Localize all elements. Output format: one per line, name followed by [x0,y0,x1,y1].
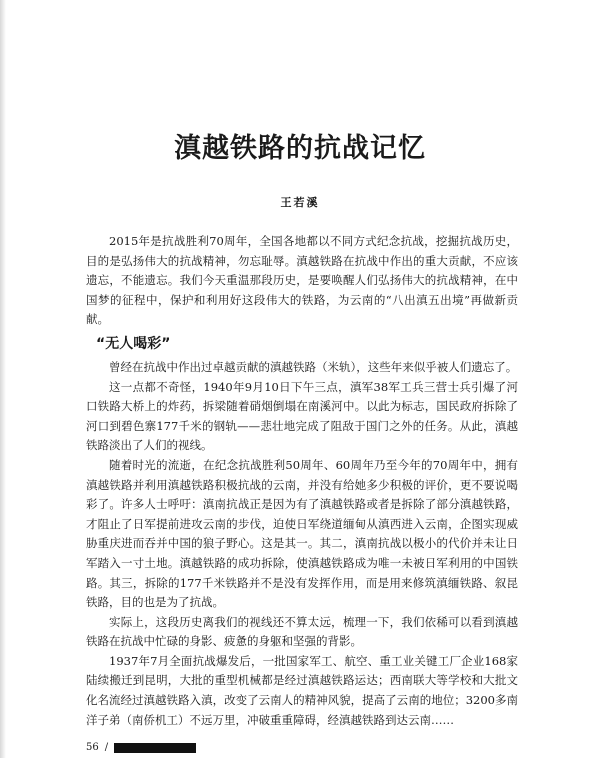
redacted-journal-name [114,743,196,753]
page-number: 56 [86,742,99,753]
body-paragraph: 1937年7月全面抗战爆发后，一批国家军工、航空、重工业关键工厂企业168家陆续搬迁到昆明，大批的重型机械都是经过滇越铁路运达；西南联大等学校和大批文化名流经过滇越铁路入滇，改变了云南人的精神风貌，提高了云南的地位；3200多南洋子弟（南侨机工）不远万里，冲破重重障碍，经滇越铁路到达云南…… [86,653,518,727]
section-heading: “无人喝彩” [96,335,171,352]
article-author: 王若溪 [280,196,320,209]
body-paragraph: 随着时光的流逝，在纪念抗战胜利50周年、60周年乃至今年的70周年中，拥有滇越铁路并利用滇越铁路积极抗战的云南，并没有给她多少积极的评价，更不要说喝彩了。许多人士呼吁：滇南抗战正是因为有了滇越铁路或者是拆除了部分滇越铁路，才阻止了日军提前进攻云南的步伐，迫使日军绕道缅甸从滇西进入云南，企图实现威胁重庆进而吞并中国的狼子野心。这是其一。其二，滇南抗战以极小的代价并未让日军踏入一寸土地。滇越铁路的成功拆除，使滇越铁路成为唯一未被日军利用的中国铁路。其三，拆除的177千米铁路并不是没有发挥作用，而是用来修筑滇缅铁路、叙昆铁路，目的也是为了抗战。 [86,457,518,610]
body-paragraph: 曾经在抗战中作出过卓越贡献的滇越铁路（米轨），这些年来似乎被人们遗忘了。 [109,359,518,374]
intro-paragraph: 2015年是抗战胜利70周年，全国各地都以不同方式纪念抗战，挖掘抗战历史，目的是弘扬伟大的抗战精神，勿忘耻辱。滇越铁路在抗战中作出的重大贡献，不应该遗忘，不能遗忘。我们今天重温那段历史，是要唤醒人们弘扬伟大的抗战精神，在中国梦的征程中，保护和利用好这段伟大的铁路，为云南的“八出滇五出境”再做新贡献。 [86,234,518,327]
body-paragraph: 实际上，这段历史离我们的视线还不算太远，梳理一下，我们依稀可以看到滇越铁路在抗战中忙碌的身影、疲惫的身躯和坚强的背影。 [86,614,518,649]
footer-separator: / [104,742,109,753]
body-paragraph: 这一点都不奇怪，1940年9月10日下午三点，滇军38军工兵三营士兵引爆了河口铁路大桥上的炸药，拆梁随着硝烟倒塌在南溪河中。以此为标志，国民政府拆除了河口到碧色寨177千米的钢轨——悲壮地完成了阻敌于国门之外的任务。从此，滇越铁路淡出了人们的视线。 [86,379,518,453]
article-title: 滇越铁路的抗战记忆 [174,133,426,164]
article-body [86,232,518,730]
page-edge-shadow [0,0,6,758]
page-footer [86,742,196,753]
